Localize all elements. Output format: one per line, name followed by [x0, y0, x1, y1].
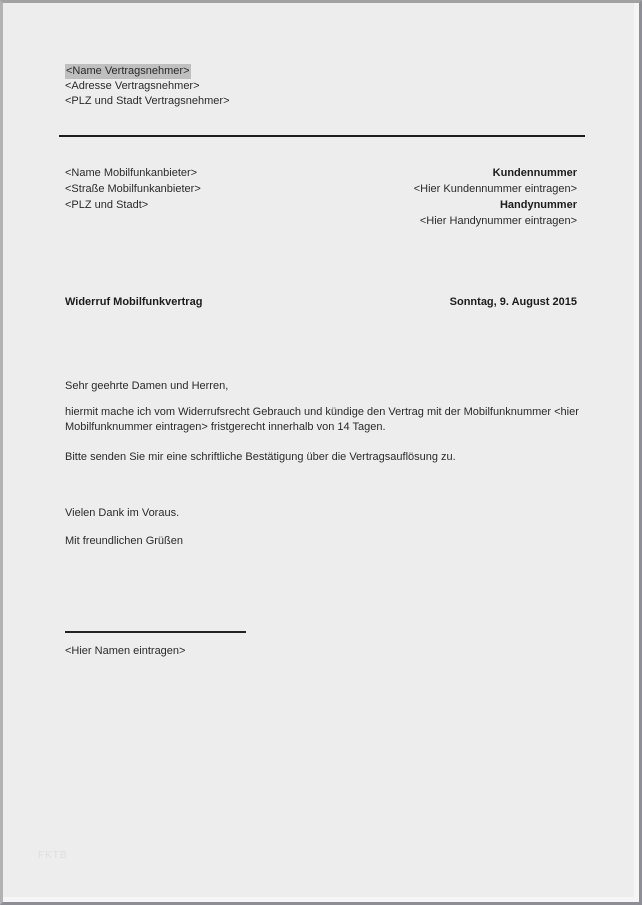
- sender-address-block: [65, 64, 230, 109]
- subject-title: Widerruf Mobilfunkvertrag: [65, 296, 203, 308]
- recipient-name-line: <Name Mobilfunkanbieter>: [65, 167, 198, 179]
- recipient-address-block: [65, 165, 201, 213]
- closing-line: Mit freundlichen Grüßen: [65, 535, 183, 547]
- letter-date: Sonntag, 9. August 2015: [449, 296, 577, 308]
- thanks-line: Vielen Dank im Voraus.: [65, 507, 180, 519]
- account-info-block: [414, 165, 577, 229]
- customer-number-label: Kundennummer: [492, 167, 577, 179]
- customer-number-placeholder: <Hier Kundennummer eintragen>: [413, 183, 577, 195]
- signature-line: [65, 631, 246, 633]
- signature-name-placeholder: <Hier Namen eintragen>: [65, 645, 186, 657]
- phone-number-placeholder: <Hier Handynummer eintragen>: [419, 215, 577, 227]
- recipient-street-line: <Straße Mobilfunkanbieter>: [65, 183, 201, 195]
- phone-number-label: Handynummer: [499, 199, 577, 211]
- sender-name-line: [65, 64, 230, 79]
- subject-row: [65, 296, 577, 308]
- salutation: Sehr geehrte Damen und Herren,: [65, 380, 229, 392]
- watermark-text: FKTB: [38, 850, 68, 861]
- sender-name-field: <Name Vertragsnehmer>: [66, 65, 190, 77]
- header-divider-line: [59, 135, 585, 137]
- body-paragraph-1: hiermit mache ich vom Widerrufsrecht Gebrauch und kündige den Vertrag mit der Mobilfunknummer <hier Mobilfunknummer eintragen> fristgerecht innerhalb von 14 Tagen.: [65, 406, 579, 433]
- sender-city-line: <PLZ und Stadt Vertragsnehmer>: [65, 95, 230, 107]
- body-paragraph-2: Bitte senden Sie mir eine schriftliche Bestätigung über die Vertragsauflösung zu.: [65, 451, 456, 463]
- sender-street-line: <Adresse Vertragsnehmer>: [65, 80, 200, 92]
- recipient-city-line: <PLZ und Stadt>: [65, 199, 149, 211]
